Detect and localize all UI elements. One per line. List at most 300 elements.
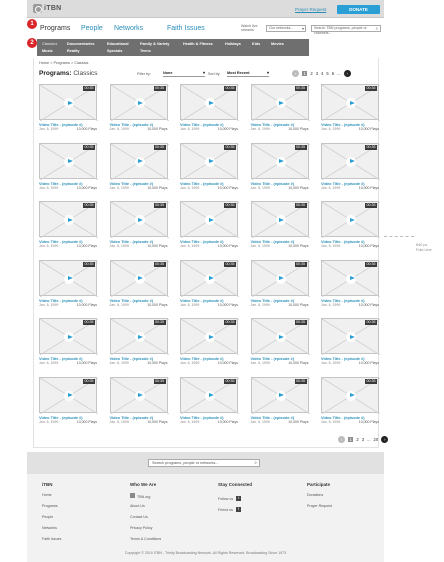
play-icon[interactable] (346, 98, 356, 108)
video-plays: 10,000 Plays (217, 185, 238, 190)
duration-badge: 00:35 (225, 320, 235, 324)
video-title-link[interactable]: Video Title - (episode #) (180, 180, 224, 186)
video-plays: 10,000 Plays (76, 127, 97, 131)
logo-text: iTBN (44, 5, 62, 12)
duration-badge: 00:35 (296, 261, 305, 266)
annotation-badge-2: 2 (27, 38, 37, 48)
duration-badge: 00:35 (84, 144, 94, 149)
video-card[interactable] (39, 260, 97, 315)
video-date: Jan. 6, 1999 (109, 419, 129, 424)
play-icon[interactable] (135, 391, 145, 401)
video-title-link[interactable]: Video Title - (episode #) (109, 239, 154, 244)
play-icon[interactable] (135, 215, 145, 225)
video-card[interactable] (110, 143, 168, 198)
video-card[interactable] (251, 377, 309, 432)
tbn-logo-icon (130, 493, 135, 498)
video-date: Jan. 6, 1999 (250, 244, 270, 248)
video-card[interactable] (39, 143, 97, 198)
play-icon[interactable] (276, 157, 286, 167)
footer-heading: Who We Are (130, 482, 157, 487)
video-card[interactable] (251, 260, 309, 315)
next-page-icon[interactable]: › (344, 70, 351, 77)
video-thumbnail[interactable] (321, 318, 379, 354)
video-thumbnail[interactable] (251, 201, 309, 237)
duration-badge: 00:35 (366, 378, 376, 383)
duration-badge: 00:35 (84, 86, 94, 90)
footer-col-stay-connected (218, 482, 252, 515)
footer-link-contact[interactable]: Contact Us (130, 515, 148, 519)
video-plays: 10,000 Plays (147, 302, 168, 307)
pagination-bottom (338, 436, 388, 443)
nav-item-networks[interactable]: Networks (114, 25, 144, 32)
video-thumbnail[interactable] (110, 84, 168, 120)
video-date: Jan. 6, 1999 (321, 244, 341, 248)
footer-link-tbn-org-label: TBN.org (137, 495, 151, 499)
video-title-link[interactable]: Video Title - (episode #) (250, 356, 295, 361)
duration-badge: 00:35 (155, 378, 164, 383)
video-card[interactable] (110, 201, 168, 256)
video-date: Jan. 6, 1999 (180, 361, 200, 365)
video-plays: 10,000 Plays (358, 419, 379, 424)
category-holidays[interactable]: Holidays (225, 42, 241, 46)
top-search-input[interactable] (311, 25, 381, 35)
video-card[interactable] (180, 201, 238, 256)
search-icon[interactable]: ⌕ (375, 26, 378, 31)
video-date: Jan. 6, 1999 (39, 361, 59, 365)
donate-button[interactable]: DONATE (337, 5, 380, 14)
video-date: Jan. 6, 1999 (250, 419, 270, 424)
category-movies[interactable]: Movies (271, 42, 284, 46)
duration-badge: 00:35 (225, 86, 235, 90)
play-icon[interactable] (135, 98, 145, 108)
video-title-link[interactable]: Video Title - (episode #) (109, 297, 154, 303)
video-thumbnail[interactable] (321, 84, 379, 120)
video-title-link[interactable]: Video Title - (episode #) (39, 414, 83, 420)
video-title-link[interactable]: Video Title - (episode #) (250, 122, 295, 127)
video-title-link[interactable]: Video Title - (episode #) (180, 297, 224, 303)
video-card[interactable] (110, 84, 168, 139)
video-thumbnail[interactable] (321, 260, 379, 296)
duration-badge: 00:35 (296, 144, 305, 149)
video-thumbnail[interactable] (110, 377, 168, 413)
footer-link-people[interactable]: People (42, 515, 54, 519)
duration-badge: 00:35 (366, 86, 376, 90)
footer-link-faith-issues[interactable]: Faith Issues (42, 537, 62, 541)
duration-badge: 00:35 (155, 86, 164, 90)
video-card[interactable] (251, 143, 309, 198)
footer-link-privacy[interactable]: Privacy Policy (130, 526, 153, 530)
video-thumbnail[interactable] (180, 84, 238, 120)
footer-link-home[interactable]: Home (42, 493, 52, 497)
duration-badge: 00:35 (366, 320, 376, 324)
video-thumbnail[interactable] (180, 143, 238, 179)
video-thumbnail[interactable] (180, 318, 238, 354)
category-classics[interactable]: Classics (42, 42, 58, 46)
video-card[interactable] (180, 377, 238, 432)
footer (27, 474, 384, 562)
prayer-request-link[interactable]: Prayer Request (295, 7, 327, 12)
video-plays: 10,000 Plays (358, 361, 379, 365)
nav-item-faith-issues[interactable]: Faith Issues (167, 25, 205, 32)
annotation-badge-1: 1 (27, 19, 37, 29)
page-number[interactable]: 6 (331, 71, 335, 76)
video-title-link[interactable]: Video Title - (episode #) (321, 180, 365, 186)
duration-badge: 00:35 (296, 86, 305, 90)
video-date: Jan. 6, 1999 (39, 302, 59, 307)
duration-badge: 00:35 (84, 320, 94, 324)
video-title-link[interactable]: Video Title - (episode #) (321, 356, 365, 361)
search-icon[interactable]: ⌕ (254, 460, 257, 466)
video-title-link[interactable]: Video Title - (episode #) (321, 122, 365, 127)
video-card[interactable] (321, 201, 379, 256)
duration-badge: 00:35 (84, 203, 94, 207)
video-thumbnail[interactable] (251, 260, 309, 296)
video-date: Jan. 6, 1999 (321, 302, 341, 307)
fold-label-text: Fold Line (416, 248, 432, 252)
video-date: Jan. 6, 1999 (180, 419, 200, 424)
play-icon[interactable] (205, 157, 215, 167)
video-thumbnail[interactable] (110, 201, 168, 237)
video-title-link[interactable]: Video Title - (episode #) (180, 414, 224, 420)
video-card[interactable] (321, 260, 379, 315)
video-plays: 10,000 Plays (147, 127, 168, 131)
video-plays: 10,000 Plays (147, 244, 168, 248)
video-card[interactable] (180, 84, 238, 139)
video-card[interactable] (180, 143, 238, 198)
footer-link-terms[interactable]: Terms & Conditions (130, 537, 162, 541)
video-title-link[interactable]: Video Title - (episode #) (180, 122, 224, 127)
video-thumbnail[interactable] (321, 143, 379, 179)
video-plays: 10,000 Plays (358, 244, 379, 248)
video-date: Jan. 6, 1999 (109, 185, 129, 190)
play-icon[interactable] (346, 391, 356, 401)
video-plays: 10,000 Plays (288, 361, 309, 365)
video-card[interactable] (110, 260, 168, 315)
duration-badge: 00:35 (296, 320, 305, 324)
video-thumbnail[interactable] (180, 260, 238, 296)
video-card[interactable] (251, 84, 309, 139)
category-health-fitness[interactable]: Health & Fitness (183, 42, 213, 46)
play-icon[interactable] (276, 391, 286, 401)
video-card[interactable] (321, 143, 379, 198)
video-title-link[interactable]: Video Title - (episode #) (321, 414, 365, 420)
video-title-link[interactable]: Video Title - (episode #) (109, 414, 154, 420)
programs-content (33, 58, 386, 448)
video-card[interactable] (251, 318, 309, 373)
breadcrumb: Home > Programs > Classics (39, 61, 89, 65)
video-title-link[interactable]: Video Title - (episode #) (180, 356, 224, 361)
play-icon[interactable] (276, 332, 286, 342)
video-date: Jan. 6, 1999 (250, 302, 270, 307)
video-thumbnail[interactable] (39, 143, 97, 179)
category-family-variety[interactable]: Family & Variety (140, 42, 170, 46)
network-select[interactable]: Our networks... ▾ (266, 25, 306, 32)
video-date: Jan. 6, 1999 (109, 127, 129, 131)
video-title-link[interactable]: Video Title - (episode #) (250, 414, 295, 420)
video-card[interactable] (39, 377, 97, 432)
fold-label (416, 243, 432, 253)
video-thumbnail[interactable] (39, 377, 97, 413)
duration-badge: 00:35 (225, 261, 235, 266)
video-title-link[interactable]: Video Title - (episode #) (39, 297, 83, 303)
footer-link-friend-us[interactable] (218, 504, 252, 515)
video-title-link[interactable]: Video Title - (episode #) (250, 239, 295, 244)
page-number[interactable]: 4 (321, 71, 324, 76)
duration-badge: 00:35 (225, 378, 235, 383)
category-kids[interactable]: Kids (252, 42, 261, 46)
fold-label-size: 640 px (416, 243, 428, 247)
twitter-icon[interactable]: t (236, 496, 241, 501)
video-plays: 10,000 Plays (288, 419, 309, 424)
video-date: Jan. 6, 1999 (250, 361, 270, 365)
video-plays: 10,000 Plays (358, 127, 379, 131)
duration-badge: 00:35 (225, 203, 235, 207)
play-icon[interactable] (64, 215, 74, 225)
page-number[interactable]: 2 (310, 71, 313, 76)
video-title-link[interactable]: Video Title - (episode #) (39, 122, 83, 127)
video-date: Jan. 6, 1999 (39, 419, 59, 424)
video-title-link[interactable]: Video Title - (episode #) (39, 356, 83, 361)
play-icon[interactable] (205, 391, 215, 401)
play-icon[interactable] (64, 332, 74, 342)
video-plays: 10,000 Plays (76, 361, 97, 365)
video-plays: 10,000 Plays (76, 419, 97, 424)
video-date: Jan. 6, 1999 (39, 185, 59, 190)
play-icon[interactable] (346, 332, 356, 342)
watch-live-label: Watch live streams (241, 24, 258, 32)
footer-col-itbn (42, 482, 61, 548)
page-title-category: Classics (73, 70, 98, 77)
filter-select[interactable]: None ▾ (163, 71, 205, 77)
category-educational[interactable]: Educational (107, 42, 129, 46)
follow-us-label: Follow us (218, 496, 234, 501)
play-icon[interactable] (205, 215, 215, 225)
video-thumbnail[interactable] (110, 260, 168, 296)
bottom-search-bar (27, 452, 384, 474)
video-plays: 10,000 Plays (358, 302, 379, 307)
video-date: Jan. 6, 1999 (39, 244, 59, 248)
nav-item-programs[interactable]: Programs (40, 25, 71, 32)
video-date: Jan. 6, 1999 (180, 127, 200, 131)
video-date: Jan. 6, 1999 (180, 302, 200, 307)
page-frame (27, 0, 384, 562)
play-icon[interactable] (346, 157, 356, 167)
video-plays: 10,000 Plays (288, 127, 309, 131)
video-title-link[interactable]: Video Title - (episode #) (109, 180, 154, 186)
facebook-icon[interactable]: f (236, 507, 241, 512)
video-thumbnail[interactable] (251, 377, 309, 413)
video-card[interactable] (321, 84, 379, 139)
video-thumbnail[interactable] (251, 84, 309, 120)
video-thumbnail[interactable] (251, 318, 309, 354)
video-date: Jan. 6, 1999 (250, 185, 270, 190)
video-card[interactable] (180, 260, 238, 315)
footer-link-programs[interactable]: Programs (42, 504, 58, 508)
footer-link-donations[interactable]: Donations (307, 493, 324, 497)
logo-icon (33, 4, 42, 13)
video-thumbnail[interactable] (39, 318, 97, 354)
filter-label: Filter by: (137, 72, 151, 76)
play-icon[interactable] (346, 274, 356, 284)
video-date: Jan. 6, 1999 (321, 185, 341, 190)
video-title-link[interactable]: Video Title - (episode #) (39, 180, 83, 186)
video-thumbnail[interactable] (110, 318, 168, 354)
duration-badge: 00:35 (155, 261, 164, 266)
play-icon[interactable] (205, 274, 215, 284)
play-icon[interactable] (276, 274, 286, 284)
video-card[interactable] (180, 318, 238, 373)
page-number[interactable]: 2 (356, 437, 359, 442)
video-thumbnail[interactable] (180, 377, 238, 413)
video-plays: 10,000 Plays (358, 185, 379, 190)
duration-badge: 00:35 (84, 261, 94, 266)
duration-badge: 00:35 (366, 261, 376, 266)
video-date: Jan. 6, 1999 (109, 244, 129, 248)
video-card[interactable] (321, 377, 379, 432)
video-card[interactable] (321, 318, 379, 373)
video-plays: 10,000 Plays (217, 244, 238, 248)
video-thumbnail[interactable] (39, 84, 97, 120)
video-plays: 10,000 Plays (288, 302, 309, 307)
video-date: Jan. 6, 1999 (109, 302, 129, 307)
video-date: Jan. 6, 1999 (321, 361, 341, 365)
video-plays: 10,000 Plays (76, 302, 97, 307)
category-bar (37, 39, 309, 56)
video-thumbnail[interactable] (321, 201, 379, 237)
video-plays: 10,000 Plays (147, 361, 168, 365)
bottom-search-placeholder: Search programs, people or networks... (152, 461, 219, 465)
sort-select[interactable]: Most Recent ▾ (227, 71, 269, 77)
page-ellipsis: ... (367, 437, 371, 442)
video-card[interactable] (39, 201, 97, 256)
duration-badge: 00:35 (366, 203, 376, 207)
video-thumbnail[interactable] (321, 377, 379, 413)
fold-line (384, 236, 414, 237)
duration-badge: 00:35 (366, 144, 376, 149)
page-number[interactable]: 5 (326, 71, 329, 76)
video-thumbnail[interactable] (39, 260, 97, 296)
video-title-link[interactable]: Video Title - (episode #) (109, 356, 154, 361)
footer-link-prayer-request[interactable]: Prayer Request (307, 504, 332, 508)
video-title-link[interactable]: Video Title - (episode #) (321, 239, 365, 244)
play-icon[interactable] (64, 98, 74, 108)
footer-col-who-we-are (130, 482, 161, 548)
video-title-link[interactable]: Video Title - (episode #) (109, 122, 154, 127)
prev-page-icon[interactable]: ‹ (292, 70, 299, 77)
video-date: Jan. 6, 1999 (180, 185, 200, 190)
video-thumbnail[interactable] (39, 201, 97, 237)
page-title (39, 70, 98, 77)
video-thumbnail[interactable] (180, 201, 238, 237)
duration-badge: 00:35 (84, 378, 94, 383)
video-title-link[interactable]: Video Title - (episode #) (250, 297, 295, 303)
category-specials[interactable]: Specials (107, 49, 123, 53)
play-icon[interactable] (276, 215, 286, 225)
video-date: Jan. 6, 1999 (180, 244, 200, 248)
duration-badge: 00:35 (155, 144, 164, 149)
video-card[interactable] (251, 201, 309, 256)
video-plays: 10,000 Plays (217, 127, 238, 131)
video-plays: 10,000 Plays (76, 185, 97, 190)
video-card[interactable] (39, 84, 97, 139)
page-number[interactable]: 1 (349, 437, 352, 442)
page-number[interactable]: 3 (361, 437, 365, 442)
category-documentaries[interactable]: Documentaries (67, 42, 95, 46)
duration-badge: 00:35 (155, 320, 164, 324)
pagination-top (292, 70, 351, 77)
footer-col-participate (307, 482, 332, 515)
video-plays: 10,000 Plays (217, 361, 238, 365)
duration-badge: 00:35 (296, 203, 305, 207)
video-title-link[interactable]: Video Title - (episode #) (180, 239, 224, 244)
video-thumbnail[interactable] (110, 143, 168, 179)
page-ellipsis: ... (337, 71, 341, 76)
video-date: Jan. 6, 1999 (321, 127, 341, 131)
category-reality[interactable]: Reality (67, 49, 80, 53)
video-card[interactable] (110, 318, 168, 373)
video-title-link[interactable]: Video Title - (episode #) (321, 297, 365, 303)
next-page-icon[interactable]: › (381, 436, 388, 443)
video-plays: 10,000 Plays (217, 419, 238, 424)
footer-link-follow-us[interactable] (218, 493, 252, 504)
friend-us-label: Friend us (218, 507, 233, 512)
video-plays: 10,000 Plays (147, 185, 168, 190)
category-teens[interactable]: Teens (140, 49, 151, 53)
sort-label: Sort by: (208, 72, 221, 76)
play-icon[interactable] (64, 157, 74, 167)
video-date: Jan. 6, 1999 (109, 361, 129, 365)
footer-heading: Participate (307, 482, 331, 487)
page-number[interactable]: 3 (315, 71, 319, 76)
footer-link-about[interactable]: About Us (130, 504, 145, 508)
video-title-link[interactable]: Video Title - (episode #) (39, 239, 83, 244)
site-logo[interactable] (33, 4, 62, 13)
video-card[interactable] (110, 377, 168, 432)
page-number[interactable]: 20 (373, 437, 379, 442)
play-icon[interactable] (64, 274, 74, 284)
video-plays: 10,000 Plays (217, 302, 238, 307)
play-icon[interactable] (276, 98, 286, 108)
footer-link-networks[interactable]: Networks (42, 526, 57, 530)
play-icon[interactable] (64, 391, 74, 401)
copyright-text: Copyright © 2010 iTBN - Trinity Broadcasting Network. All Rights Reserved. Broadcasting Since 1973 (124, 551, 287, 555)
footer-heading: Stay Connected (218, 482, 253, 487)
play-icon[interactable] (205, 332, 215, 342)
video-card[interactable] (39, 318, 97, 373)
bottom-search-input[interactable] (148, 459, 260, 467)
play-icon[interactable] (135, 274, 145, 284)
video-plays: 10,000 Plays (147, 419, 168, 424)
video-date: Jan. 6, 1999 (321, 419, 341, 424)
top-search-placeholder: Search TBN programs, people or channels... (314, 26, 367, 35)
footer-link-tbn-org[interactable] (130, 493, 161, 504)
nav-item-people[interactable]: People (81, 25, 103, 32)
page-title-label: Programs: (39, 70, 72, 77)
play-icon[interactable] (205, 98, 215, 108)
footer-heading: iTBN (42, 482, 53, 487)
prev-page-icon[interactable]: ‹ (338, 436, 345, 443)
top-bar (27, 0, 384, 18)
play-icon[interactable] (135, 157, 145, 167)
duration-badge: 00:35 (296, 378, 305, 383)
page-number[interactable]: 1 (303, 71, 306, 76)
play-icon[interactable] (346, 215, 356, 225)
video-title-link[interactable]: Video Title - (episode #) (250, 180, 295, 186)
duration-badge: 00:35 (155, 203, 164, 207)
video-thumbnail[interactable] (251, 143, 309, 179)
category-music[interactable]: Music (42, 49, 53, 53)
play-icon[interactable] (135, 332, 145, 342)
